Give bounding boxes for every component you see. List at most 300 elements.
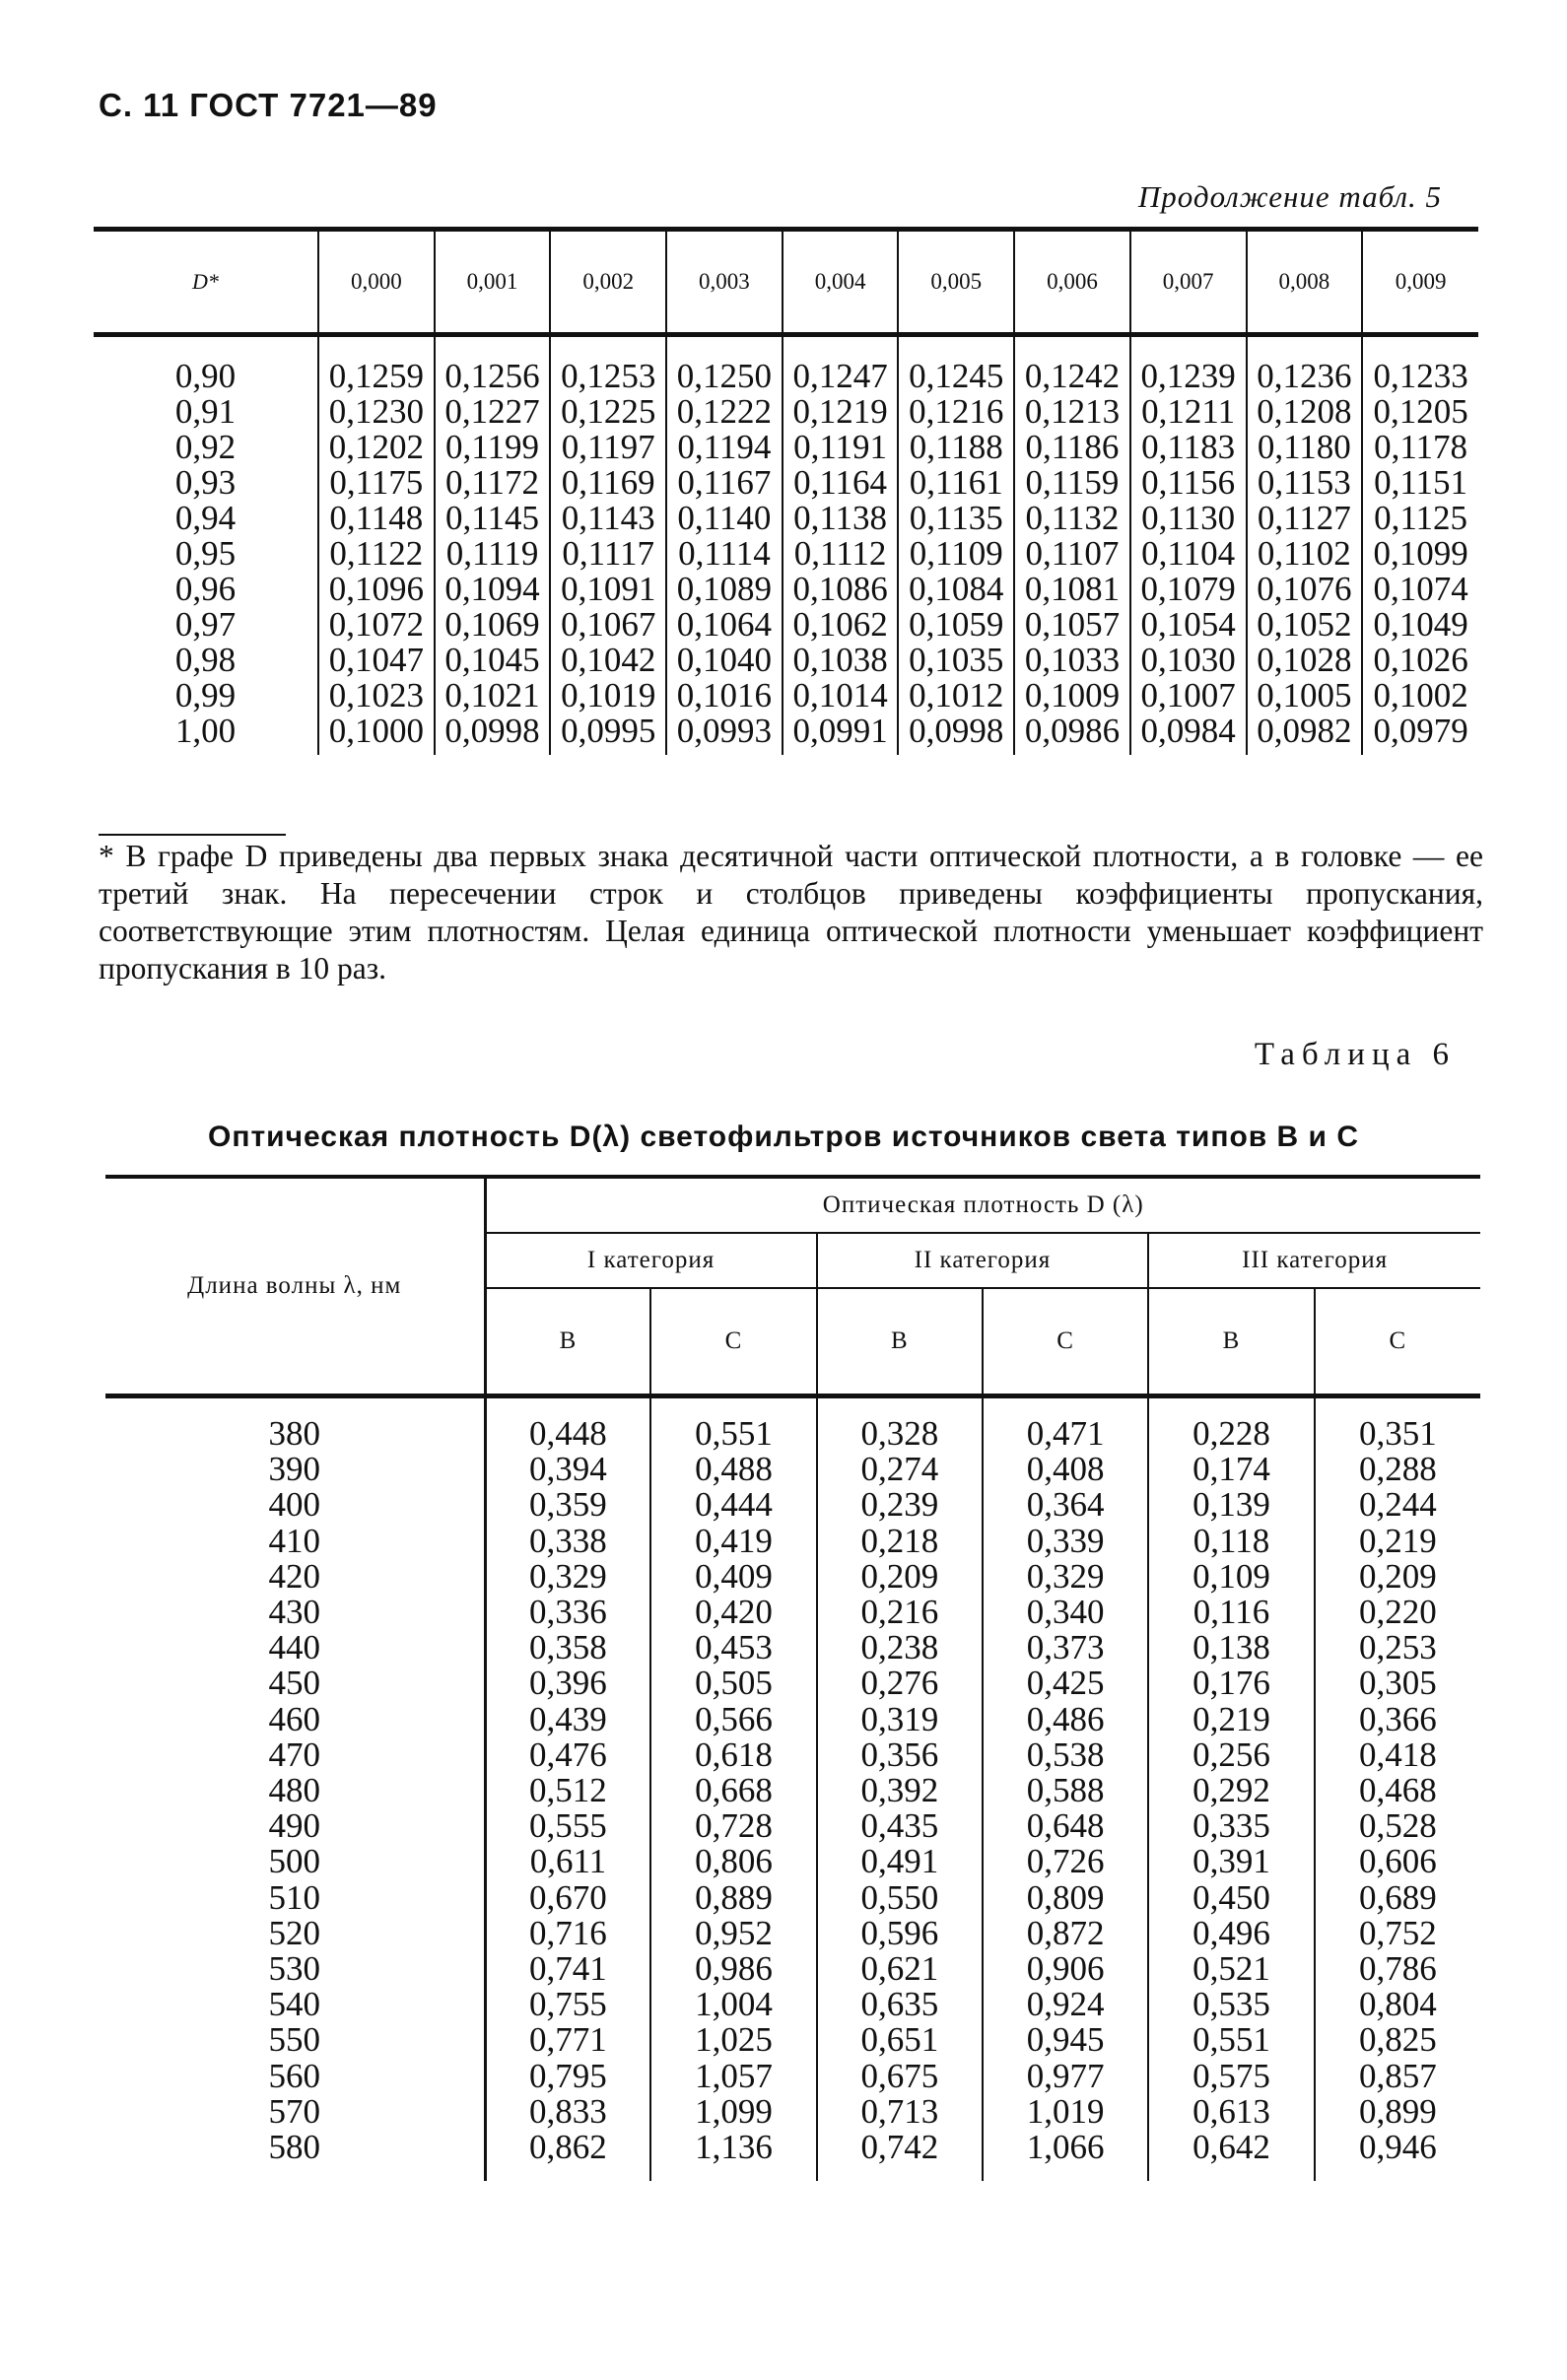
table-cell: 0,1045 (435, 643, 551, 678)
table-cell: 0,420 (650, 1595, 816, 1630)
table-row (105, 2059, 1480, 2094)
table-row (94, 394, 1478, 430)
table-cell: 0,535 (1148, 1987, 1314, 2022)
table-cell: 0,809 (983, 1880, 1148, 1916)
table-row (94, 607, 1478, 643)
table-cell: 0,804 (1315, 1987, 1480, 2022)
table-cell: 0,496 (1148, 1916, 1314, 1951)
table-cell: 0,1245 (898, 335, 1014, 395)
table-cell: 0,396 (485, 1666, 650, 1701)
table-cell: 0,1161 (898, 465, 1014, 501)
table-row (105, 2022, 1480, 2058)
table-cell: 0,338 (485, 1524, 650, 1559)
table-cell: 0,468 (1315, 1773, 1480, 1808)
table-cell: 0,741 (485, 1951, 650, 1987)
table-cell: 0,109 (1148, 1559, 1314, 1595)
table-row (94, 465, 1478, 501)
column-header-d: D* (94, 230, 318, 335)
table-cell: 0,1159 (1014, 465, 1130, 501)
table-cell: 0,1135 (898, 501, 1014, 536)
column-header: 0,009 (1362, 230, 1478, 335)
table-row (105, 1559, 1480, 1595)
subcolumn-header: В (817, 1288, 983, 1396)
row-label: 0,97 (174, 605, 237, 644)
table-cell: 0,550 (817, 1880, 983, 1916)
table-cell: 0,228 (1148, 1396, 1314, 1453)
table-cell: 0,521 (1148, 1951, 1314, 1987)
table-row (105, 1916, 1480, 1951)
table-cell: 0,453 (650, 1630, 816, 1666)
table-cell: 0,1259 (318, 335, 435, 395)
table-cell: 0,668 (650, 1773, 816, 1808)
table-cell: 0,1040 (666, 643, 783, 678)
table-cell: 1,136 (650, 2130, 816, 2181)
table-cell: 1,099 (650, 2094, 816, 2130)
table-row (94, 536, 1478, 572)
table-cell: 1,066 (983, 2130, 1148, 2181)
table-row (105, 1487, 1480, 1523)
table-cell: 0,977 (983, 2059, 1148, 2094)
table-cell: 0,448 (485, 1396, 650, 1453)
table-6-body (105, 1396, 1480, 2182)
wavelength-cell: 560 (268, 2056, 320, 2095)
table-cell: 0,1213 (1014, 394, 1130, 430)
table-cell: 0,1138 (783, 501, 899, 536)
table-cell: 0,505 (650, 1666, 816, 1701)
table-cell: 0,1247 (783, 335, 899, 395)
wavelength-cell: 460 (268, 1699, 320, 1738)
wavelength-cell: 430 (268, 1593, 320, 1632)
table-row (105, 1844, 1480, 1879)
table-cell: 0,1205 (1362, 394, 1478, 430)
table-cell: 0,1178 (1362, 430, 1478, 465)
table-cell: 0,409 (650, 1559, 816, 1595)
table-cell: 0,1019 (550, 678, 666, 714)
table-cell: 0,651 (817, 2022, 983, 2058)
table-cell: 0,476 (485, 1737, 650, 1773)
table-cell: 0,1188 (898, 430, 1014, 465)
table-cell: 0,795 (485, 2059, 650, 2094)
table-5-header-row (94, 230, 1478, 335)
table-cell: 0,1042 (550, 643, 666, 678)
table-cell: 0,986 (650, 1951, 816, 1987)
table-cell: 0,450 (1148, 1880, 1314, 1916)
column-header: 0,008 (1247, 230, 1363, 335)
table-cell: 0,319 (817, 1702, 983, 1737)
table-cell: 0,1026 (1362, 643, 1478, 678)
table-cell: 0,1236 (1247, 335, 1363, 395)
table-cell: 0,392 (817, 1773, 983, 1808)
row-label: 0,90 (174, 357, 237, 395)
table-cell: 0,0979 (1362, 714, 1478, 755)
table-cell: 0,329 (983, 1559, 1148, 1595)
column-header: 0,006 (1014, 230, 1130, 335)
wavelength-cell: 400 (268, 1485, 320, 1525)
table-cell: 0,857 (1315, 2059, 1480, 2094)
table-cell: 0,538 (983, 1737, 1148, 1773)
table-cell: 0,256 (1148, 1737, 1314, 1773)
category-header: II категория (817, 1233, 1149, 1288)
wavelength-cell: 470 (268, 1734, 320, 1774)
table-cell: 0,1102 (1247, 536, 1363, 572)
table-cell: 0,1186 (1014, 430, 1130, 465)
table-cell: 0,359 (485, 1487, 650, 1523)
table-cell: 0,1132 (1014, 501, 1130, 536)
table-cell: 1,057 (650, 2059, 816, 2094)
table-cell: 0,351 (1315, 1396, 1480, 1453)
table-cell: 0,391 (1148, 1844, 1314, 1879)
table-cell: 0,1072 (318, 607, 435, 643)
subcolumn-header: С (650, 1288, 816, 1396)
table-cell: 0,596 (817, 1916, 983, 1951)
table-cell: 0,418 (1315, 1737, 1480, 1773)
table-cell: 0,425 (983, 1666, 1148, 1701)
table-cell: 0,862 (485, 2130, 650, 2181)
table-cell: 0,335 (1148, 1808, 1314, 1844)
table-cell: 0,274 (817, 1452, 983, 1487)
table-cell: 0,366 (1315, 1702, 1480, 1737)
table-cell: 0,1199 (435, 430, 551, 465)
table-cell: 0,0986 (1014, 714, 1130, 755)
wavelength-cell: 550 (268, 2020, 320, 2060)
continuation-label: Продолжение табл. 5 (1137, 179, 1442, 214)
table-cell: 0,1079 (1130, 572, 1247, 607)
table-row (105, 1880, 1480, 1916)
table-cell: 0,713 (817, 2094, 983, 2130)
table-cell: 0,1057 (1014, 607, 1130, 643)
table-cell: 0,1086 (783, 572, 899, 607)
row-label: 0,98 (174, 641, 237, 679)
wavelength-cell: 500 (268, 1842, 320, 1881)
table-cell: 0,1028 (1247, 643, 1363, 678)
table-cell: 0,1047 (318, 643, 435, 678)
table-cell: 0,1117 (550, 536, 666, 572)
table-cell: 0,1242 (1014, 335, 1130, 395)
category-header: I категория (485, 1233, 817, 1288)
table-cell: 0,771 (485, 2022, 650, 2058)
wavelength-header: Длина волны λ, нм (105, 1177, 485, 1396)
table-cell: 0,364 (983, 1487, 1148, 1523)
table-row (94, 430, 1478, 465)
table-cell: 0,1009 (1014, 678, 1130, 714)
table-cell: 0,946 (1315, 2130, 1480, 2181)
page-header: С. 11 ГОСТ 7721—89 (99, 87, 438, 123)
table-cell: 0,1183 (1130, 430, 1247, 465)
table-cell: 0,328 (817, 1396, 983, 1453)
table-cell: 0,1000 (318, 714, 435, 755)
row-label: 0,94 (174, 499, 237, 537)
column-header: 0,007 (1130, 230, 1247, 335)
table-cell: 0,305 (1315, 1666, 1480, 1701)
table-cell: 0,1033 (1014, 643, 1130, 678)
table-cell: 0,435 (817, 1808, 983, 1844)
table-cell: 0,1054 (1130, 607, 1247, 643)
table-cell: 0,0991 (783, 714, 899, 755)
table-cell: 0,0993 (666, 714, 783, 755)
table-cell: 0,1049 (1362, 607, 1478, 643)
table-cell: 0,742 (817, 2130, 983, 2181)
table-cell: 0,606 (1315, 1844, 1480, 1879)
table-row (105, 1808, 1480, 1844)
table-row (105, 1773, 1480, 1808)
table-cell: 0,1130 (1130, 501, 1247, 536)
table-cell: 0,373 (983, 1630, 1148, 1666)
table-cell: 0,752 (1315, 1916, 1480, 1951)
table-cell: 0,1096 (318, 572, 435, 607)
table-cell: 0,1104 (1130, 536, 1247, 572)
table-cell: 0,1074 (1362, 572, 1478, 607)
table-cell: 0,1067 (550, 607, 666, 643)
table-cell: 0,1216 (898, 394, 1014, 430)
wavelength-cell: 540 (268, 1985, 320, 2024)
table-cell: 0,439 (485, 1702, 650, 1737)
table-cell: 0,116 (1148, 1595, 1314, 1630)
table-cell: 0,555 (485, 1808, 650, 1844)
table-cell: 0,1169 (550, 465, 666, 501)
table-cell: 0,1016 (666, 678, 783, 714)
table-cell: 0,551 (1148, 2022, 1314, 2058)
table-cell: 0,1012 (898, 678, 1014, 714)
table-cell: 0,575 (1148, 2059, 1314, 2094)
table-cell: 0,1002 (1362, 678, 1478, 714)
table-row (94, 643, 1478, 678)
table-cell: 0,1143 (550, 501, 666, 536)
table-cell: 0,1119 (435, 536, 551, 572)
table-row (94, 335, 1478, 395)
table-cell: 0,952 (650, 1916, 816, 1951)
table-cell: 0,618 (650, 1737, 816, 1773)
table-cell: 0,1225 (550, 394, 666, 430)
table-cell: 0,138 (1148, 1630, 1314, 1666)
table-cell: 0,356 (817, 1737, 983, 1773)
optical-density-header: Оптическая плотность D (λ) (485, 1177, 1480, 1233)
table-6-title: Таблица 6 (1254, 1037, 1456, 1072)
table-cell: 0,219 (1148, 1702, 1314, 1737)
table-cell: 0,588 (983, 1773, 1148, 1808)
table-cell: 0,1084 (898, 572, 1014, 607)
table-cell: 0,728 (650, 1808, 816, 1844)
table-row (105, 1595, 1480, 1630)
wavelength-cell: 380 (268, 1414, 320, 1453)
category-header: III категория (1148, 1233, 1480, 1288)
table-cell: 0,1167 (666, 465, 783, 501)
table-cell: 0,1230 (318, 394, 435, 430)
table-cell: 0,1109 (898, 536, 1014, 572)
table-cell: 0,1021 (435, 678, 551, 714)
row-label: 0,95 (174, 534, 237, 573)
table-cell: 0,486 (983, 1702, 1148, 1737)
table-cell: 0,444 (650, 1487, 816, 1523)
table-cell: 0,336 (485, 1595, 650, 1630)
table-cell: 0,512 (485, 1773, 650, 1808)
table-cell: 0,209 (817, 1559, 983, 1595)
wavelength-cell: 570 (268, 2091, 320, 2131)
table-row (105, 1666, 1480, 1701)
table-5 (94, 227, 1478, 755)
table-cell: 0,1250 (666, 335, 783, 395)
table-row (105, 1951, 1480, 1987)
table-row (105, 2130, 1480, 2181)
table-cell: 0,276 (817, 1666, 983, 1701)
table-cell: 0,394 (485, 1452, 650, 1487)
table-cell: 0,755 (485, 1987, 650, 2022)
wavelength-cell: 520 (268, 1913, 320, 1952)
table-cell: 0,220 (1315, 1595, 1480, 1630)
table-cell: 0,945 (983, 2022, 1148, 2058)
table-cell: 0,621 (817, 1951, 983, 1987)
subcolumn-header: В (485, 1288, 650, 1396)
footnote-rule (99, 834, 286, 836)
table-cell: 0,1208 (1247, 394, 1363, 430)
table-cell: 0,1094 (435, 572, 551, 607)
table-cell: 0,340 (983, 1595, 1148, 1630)
table-cell: 0,1064 (666, 607, 783, 643)
table-cell: 0,1156 (1130, 465, 1247, 501)
table-cell: 0,1107 (1014, 536, 1130, 572)
table-row (94, 501, 1478, 536)
column-header: 0,004 (783, 230, 899, 335)
table-cell: 0,675 (817, 2059, 983, 2094)
table-cell: 0,0998 (898, 714, 1014, 755)
table-cell: 0,1227 (435, 394, 551, 430)
table-cell: 0,906 (983, 1951, 1148, 1987)
wavelength-cell: 410 (268, 1521, 320, 1560)
table-cell: 0,358 (485, 1630, 650, 1666)
table-cell: 0,1239 (1130, 335, 1247, 395)
table-cell: 0,1005 (1247, 678, 1363, 714)
row-label: 0,99 (174, 676, 237, 714)
table-cell: 0,419 (650, 1524, 816, 1559)
table-cell: 0,1076 (1247, 572, 1363, 607)
table-cell: 0,1091 (550, 572, 666, 607)
table-cell: 0,209 (1315, 1559, 1480, 1595)
table-cell: 0,1007 (1130, 678, 1247, 714)
wavelength-cell: 530 (268, 1949, 320, 1989)
wavelength-cell: 420 (268, 1556, 320, 1596)
table-cell: 0,726 (983, 1844, 1148, 1879)
table-cell: 0,1030 (1130, 643, 1247, 678)
wavelength-cell: 490 (268, 1806, 320, 1846)
table-cell: 0,899 (1315, 2094, 1480, 2130)
table-cell: 0,1253 (550, 335, 666, 395)
table-row (105, 1396, 1480, 1453)
table-cell: 0,1197 (550, 430, 666, 465)
table-cell: 0,1059 (898, 607, 1014, 643)
table-row (105, 1737, 1480, 1773)
table-cell: 0,176 (1148, 1666, 1314, 1701)
table-row (105, 2094, 1480, 2130)
wavelength-cell: 450 (268, 1664, 320, 1703)
table-cell: 0,0998 (435, 714, 551, 755)
table-cell: 0,339 (983, 1524, 1148, 1559)
table-cell: 0,239 (817, 1487, 983, 1523)
table-5-body (94, 335, 1478, 756)
table-cell: 0,1219 (783, 394, 899, 430)
wavelength-cell: 390 (268, 1450, 320, 1489)
table-cell: 0,139 (1148, 1487, 1314, 1523)
table-row (94, 572, 1478, 607)
table-6 (105, 1175, 1480, 2181)
table-cell: 0,635 (817, 1987, 983, 2022)
row-label: 0,93 (174, 463, 237, 502)
table-cell: 0,244 (1315, 1487, 1480, 1523)
table-row (105, 1987, 1480, 2022)
table-cell: 0,872 (983, 1916, 1148, 1951)
table-6-caption: Оптическая плотность D(λ) светофильтров источников света типов В и С (208, 1121, 1359, 1153)
table-cell: 0,528 (1315, 1808, 1480, 1844)
table-cell: 0,1023 (318, 678, 435, 714)
table-row (94, 678, 1478, 714)
table-cell: 0,1081 (1014, 572, 1130, 607)
table-row (105, 1452, 1480, 1487)
table-cell: 0,1099 (1362, 536, 1478, 572)
table-cell: 0,1125 (1362, 501, 1478, 536)
column-header: 0,000 (318, 230, 435, 335)
table-cell: 0,1114 (666, 536, 783, 572)
table-cell: 0,288 (1315, 1452, 1480, 1487)
wavelength-cell: 440 (268, 1628, 320, 1667)
table-cell: 0,1089 (666, 572, 783, 607)
footnote: * В графе D приведены два первых знака десятичной части оптической плотности, а в головке — ее третий знак. На пересечении строк и столбцов приведены коэффициенты пропускания, соответствующие этим плотностям. Целая единица оптической плотности уменьшает коэффициент пропускания в 10 раз. (99, 839, 1483, 986)
table-cell: 1,019 (983, 2094, 1148, 2130)
table-cell: 0,648 (983, 1808, 1148, 1844)
table-cell: 0,833 (485, 2094, 650, 2130)
table-cell: 0,806 (650, 1844, 816, 1879)
table-cell: 0,238 (817, 1630, 983, 1666)
wavelength-cell: 510 (268, 1877, 320, 1917)
table-cell: 0,253 (1315, 1630, 1480, 1666)
table-cell: 0,689 (1315, 1880, 1480, 1916)
table-cell: 0,292 (1148, 1773, 1314, 1808)
table-cell: 0,329 (485, 1559, 650, 1595)
table-cell: 0,1140 (666, 501, 783, 536)
column-header: 0,003 (666, 230, 783, 335)
table-cell: 0,670 (485, 1880, 650, 1916)
table-cell: 0,611 (485, 1844, 650, 1879)
table-row (94, 714, 1478, 755)
table-cell: 0,1127 (1247, 501, 1363, 536)
subcolumn-header: С (983, 1288, 1148, 1396)
table-cell: 0,118 (1148, 1524, 1314, 1559)
table-cell: 0,1202 (318, 430, 435, 465)
row-label: 0,92 (174, 428, 237, 466)
table-cell: 0,216 (817, 1595, 983, 1630)
table-cell: 0,0984 (1130, 714, 1247, 755)
table-cell: 1,025 (650, 2022, 816, 2058)
table-cell: 0,1052 (1247, 607, 1363, 643)
table-cell: 0,1062 (783, 607, 899, 643)
table-cell: 0,716 (485, 1916, 650, 1951)
column-header: 0,005 (898, 230, 1014, 335)
row-label: 0,91 (174, 392, 237, 431)
table-cell: 0,0982 (1247, 714, 1363, 755)
table-cell: 0,1211 (1130, 394, 1247, 430)
table-cell: 0,786 (1315, 1951, 1480, 1987)
table-cell: 0,1112 (783, 536, 899, 572)
table-cell: 0,1153 (1247, 465, 1363, 501)
table-cell: 0,1151 (1362, 465, 1478, 501)
row-label: 0,96 (174, 570, 237, 608)
subcolumn-header: С (1315, 1288, 1480, 1396)
table-cell: 0,1222 (666, 394, 783, 430)
table-cell: 0,1233 (1362, 335, 1478, 395)
table-cell: 0,566 (650, 1702, 816, 1737)
table-cell: 0,1180 (1247, 430, 1363, 465)
column-header: 0,002 (550, 230, 666, 335)
table-cell: 0,408 (983, 1452, 1148, 1487)
row-label: 1,00 (174, 712, 237, 750)
table-cell: 0,889 (650, 1880, 816, 1916)
